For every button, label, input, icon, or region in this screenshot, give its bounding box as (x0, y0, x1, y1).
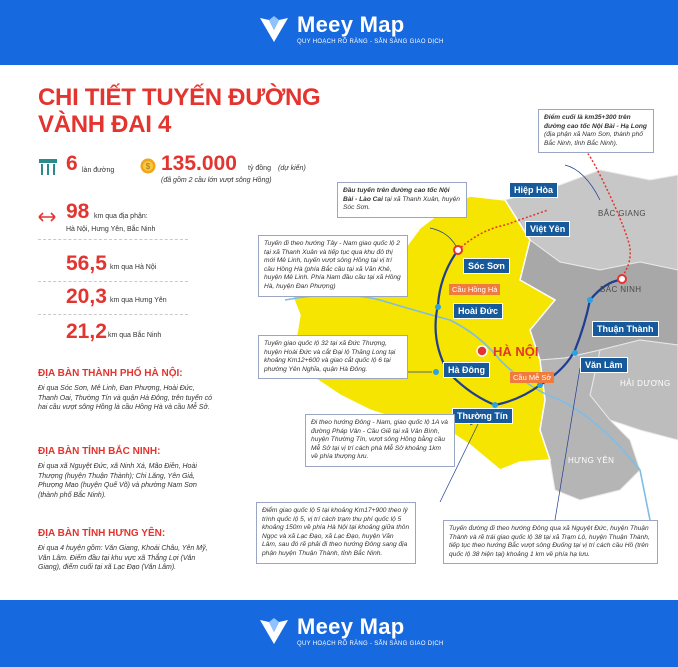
junction-marker (433, 369, 439, 375)
svg-text:$: $ (145, 162, 151, 171)
cost-value: 135.000 (161, 152, 237, 175)
route-end-marker (618, 275, 626, 283)
region-hai-duong: HẢI DƯƠNG (620, 379, 671, 388)
callout-hong-ha: Tuyến đi theo hướng Tây - Nam giao quốc lộ 2 tại xã Thanh Xuân và tiếp tục qua khu đô thị mới Mê Linh, tuyến vượt sông Hồng tại vị trí cầu Hồng Hà (phía Bắc cầu tại xã Văn Khê, huyện Mê Linh. Phía Nam đầu cầu tại xã Hồng Hà, huyện Đan Phượng) (258, 235, 408, 297)
footer-brand-tagline: QUY HOẠCH RÕ RÀNG - SẴN SÀNG GIAO DỊCH (297, 640, 444, 647)
cost-estimate: (dự kiến) (278, 165, 306, 172)
footer-bar (0, 600, 678, 667)
page-title-line2: VÀNH ĐAI 4 (38, 111, 172, 138)
cost-note: (đã gồm 2 cầu lớn vượt sông Hồng) (161, 177, 272, 184)
bridge-me-so: Cầu Mễ Sở (510, 372, 554, 383)
callout-route-end: Điểm cuối là km35+300 trên đường cao tốc Nội Bài - Hạ Long (địa phận xã Nam Sơn, thành phố Bắc Ninh, tỉnh Bắc Ninh). (538, 109, 654, 153)
length-places: Hà Nội, Hưng Yên, Bắc Ninh (66, 226, 156, 233)
segment-bacninh-label: km qua Bắc Ninh (108, 332, 162, 339)
callout-thuong-tin: Đi theo hướng Đông - Nam, giao quốc lộ 1A và đường Pháp Vân - Cầu Giẽ tại xã Vân Bình, huyện Thường Tín, vượt sông Hồng bằng cầu Mễ Sở tại vị trí cách phà Mễ Sở khoảng 1km về phía thượng lưu. (305, 414, 455, 467)
section-hungyen-heading: ĐỊA BÀN TỈNH HƯNG YÊN: (38, 528, 166, 539)
place-hoai-duc: Hoài Đức (453, 303, 503, 319)
segment-hungyen-value: 20,3 (66, 285, 107, 308)
region-hung-yen: HƯNG YÊN (568, 456, 615, 465)
length-unit: km qua địa phận: (94, 213, 148, 220)
place-soc-son: Sóc Sơn (463, 258, 510, 274)
section-bacninh-text: Đi qua xã Nguyệt Đức, xã Ninh Xá, Mão Điền, Hoài Thượng (huyện Thuận Thành); Chi Lăng, Yên Giả, Phượng Mao (huyện Quế Võ) và phường Nam Sơn (thành phố Bắc Ninh). (38, 463, 197, 499)
meey-map-logo-icon (257, 12, 291, 46)
meey-map-logo-icon (257, 614, 291, 648)
callout-thuan-thanh: Tuyến đường đi theo hướng Đông qua xã Nguyệt Đức, huyện Thuận Thành và rẽ trái giao quốc lộ 38 tại xã Trạm Lộ, huyện Thuận Thành, tiếp tục theo hướng Bắc vượt sông Đuống tại vị trí cách cầu Hồ (trên quốc lộ 38 hiện tại) khoảng 1 km về phía hạ lưu. (443, 520, 658, 564)
segment-hanoi-label: km qua Hà Nội (110, 264, 157, 271)
place-van-lam: Văn Lâm (580, 357, 628, 373)
callout-route-start: Đầu tuyến trên đường cao tốc Nội Bài - Lào Cai tại xã Thanh Xuân, huyện Sóc Sơn. (337, 182, 467, 218)
bridge-hong-ha: Cầu Hồng Hà (449, 284, 500, 295)
section-hungyen-text: Đi qua 4 huyện gồm: Văn Giang, Khoái Châu, Yên Mỹ, Văn Lâm. Điểm đầu tại khu vực xã Thắng Lợi (Văn Giang), điểm cuối tại xã Lạc Đạo (Văn Lâm). (38, 545, 208, 571)
place-thuong-tin: Thường Tín (452, 408, 513, 424)
footer-brand[interactable] (257, 614, 444, 648)
brand-tagline: QUY HOẠCH RÕ RÀNG - SẴN SÀNG GIAO DỊCH (297, 38, 444, 45)
lanes-value: 6 (66, 152, 78, 175)
place-hiep-hoa: Hiệp Hòa (509, 182, 558, 198)
capital-label: HÀ NỘI (493, 344, 539, 359)
junction-marker (572, 350, 578, 356)
header-bar (0, 0, 678, 65)
place-thuan-thanh: Thuận Thành (592, 321, 659, 337)
cost-unit: tỷ đồng (248, 165, 271, 172)
brand-logo[interactable] (257, 12, 444, 46)
place-ha-dong: Hà Đông (443, 362, 490, 378)
section-hanoi-heading: ĐỊA BÀN THÀNH PHỐ HÀ NỘI: (38, 368, 183, 379)
place-viet-yen: Việt Yên (525, 221, 570, 237)
region-bac-giang: BẮC GIANG (598, 209, 647, 218)
brand-name: Meey Map (297, 11, 405, 37)
coin-icon (140, 158, 156, 174)
junction-marker (435, 304, 441, 310)
route-start-marker (454, 246, 462, 254)
footer-brand-name: Meey Map (297, 613, 405, 639)
junction-marker (587, 297, 593, 303)
length-value: 98 (66, 200, 90, 223)
hanoi-capital-marker (477, 346, 487, 356)
section-hanoi-text: Đi qua Sóc Sơn, Mê Linh, Đan Phượng, Hoài Đức, Thanh Oai, Thường Tín và quận Hà Đông, trên tuyến có hai cầu vượt sông Hồng là cầu Hồng Hà và cầu Mễ Sở. (38, 385, 213, 411)
page-title-line1: CHI TIẾT TUYẾN ĐƯỜNG (38, 84, 321, 111)
callout-van-lam: Điểm giao quốc lộ 5 tại khoảng Km17+900 theo lý trình quốc lộ 5, vị trí cách trạm thu phí quốc lộ 5 khoảng 150m về phía Hà Nội tại khoảng giữa thôn Ngọc và xã Lạc Đạo, xã Lạc Đạo, huyện Văn Lâm, sau đó rẽ phải đi theo hướng Đông sang địa phận huyện Thuận Thành, tỉnh Bắc Ninh. (256, 502, 416, 564)
segment-hanoi-value: 56,5 (66, 252, 107, 275)
road-lanes-icon (38, 157, 58, 177)
callout-hoai-duc: Tuyến giao quốc lộ 32 tại xã Đức Thượng, huyện Hoài Đức và cắt Đại lộ Thăng Long tại khoảng Km12+600 và giao cắt quốc lộ 6 tại phường Yên Nghĩa, quận Hà Đông. (258, 335, 408, 379)
length-arrow-icon (38, 212, 56, 222)
region-bac-ninh: BẮC NINH (600, 285, 642, 294)
section-bacninh-heading: ĐỊA BÀN TỈNH BẮC NINH: (38, 446, 161, 457)
lanes-unit: làn đường (82, 167, 115, 174)
segment-bacninh-value: 21,2 (66, 320, 107, 343)
segment-hungyen-label: km qua Hưng Yên (110, 297, 167, 304)
